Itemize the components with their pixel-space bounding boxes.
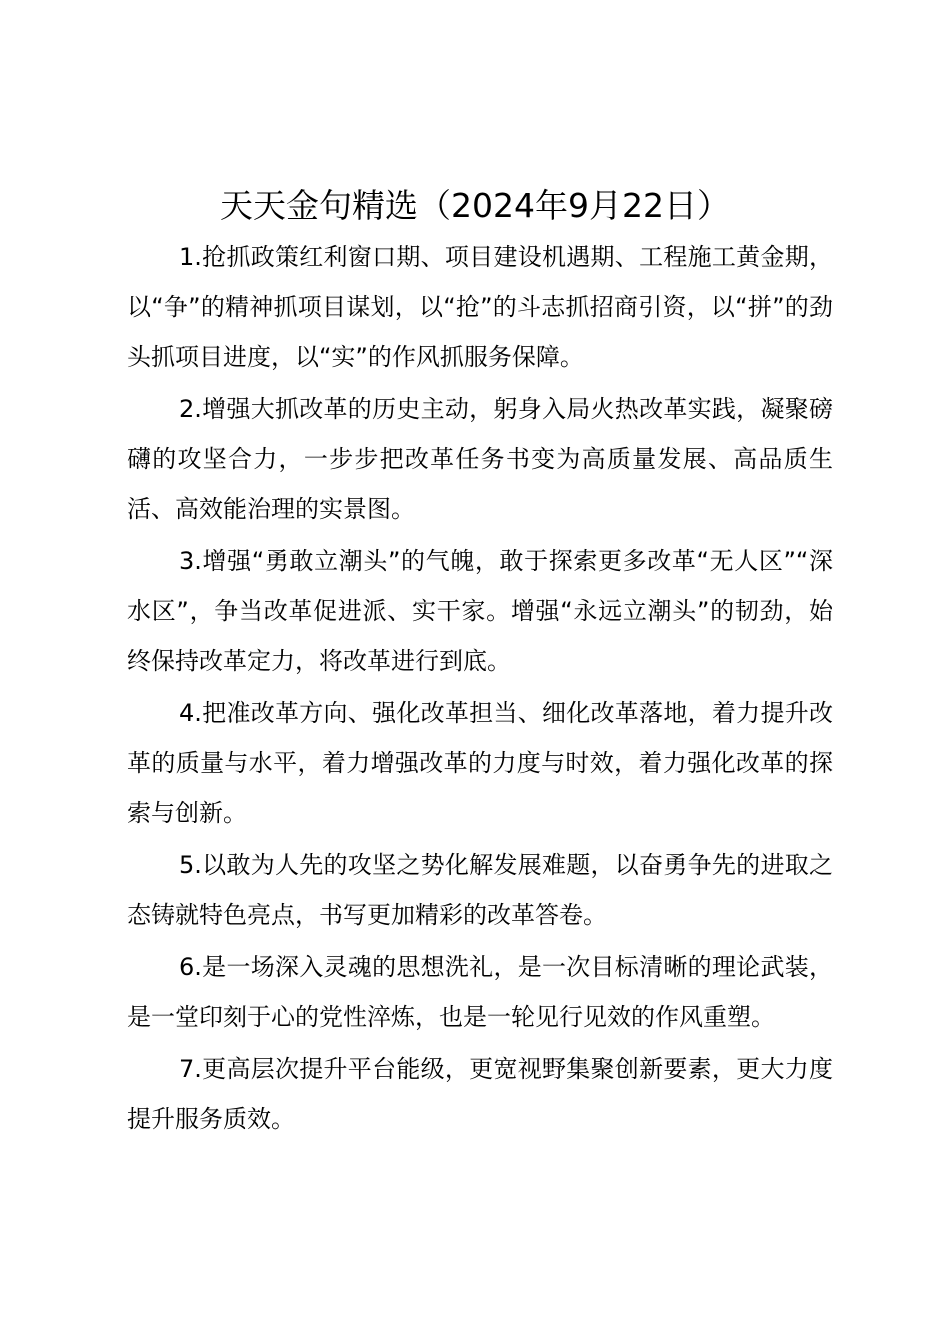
paragraph-5: 5.以敢为人先的攻坚之势化解发展难题，以奋勇争先的进取之态铸就特色亮点，书写更加精彩的改革答卷。 bbox=[127, 851, 833, 929]
paragraph-7: 7.更高层次提升平台能级，更宽视野集聚创新要素，更大力度提升服务质效。 bbox=[127, 1055, 833, 1133]
paragraph-6: 6.是一场深入灵魂的思想洗礼，是一次目标清晰的理论武装，是一堂印刻于心的党性淬炼，也是一轮见行见效的作风重塑。 bbox=[127, 953, 833, 1031]
paragraph-1: 1.抢抓政策红利窗口期、项目建设机遇期、工程施工黄金期，以“争”的精神抓项目谋划，以“抢”的斗志抓招商引资，以“拼”的劲头抓项目进度，以“实”的作风抓服务保障。 bbox=[127, 243, 833, 371]
paragraph-2: 2.增强大抓改革的历史主动，躬身入局火热改革实践，凝聚磅礴的攻坚合力，一步步把改革任务书变为高质量发展、高品质生活、高效能治理的实景图。 bbox=[127, 395, 833, 523]
document-body bbox=[127, 232, 833, 1146]
paragraph-4: 4.把准改革方向、强化改革担当、细化改革落地，着力提升改革的质量与水平，着力增强改革的力度与时效，着力强化改革的探索与创新。 bbox=[127, 699, 833, 827]
paragraph-3: 3.增强“勇敢立潮头”的气魄，敢于探索更多改革“无人区”“深水区”，争当改革促进派、实干家。增强“永远立潮头”的韧劲，始终保持改革定力，将改革进行到底。 bbox=[127, 547, 833, 675]
page-title: 天天金句精选（2024年9月22日） bbox=[220, 186, 730, 225]
